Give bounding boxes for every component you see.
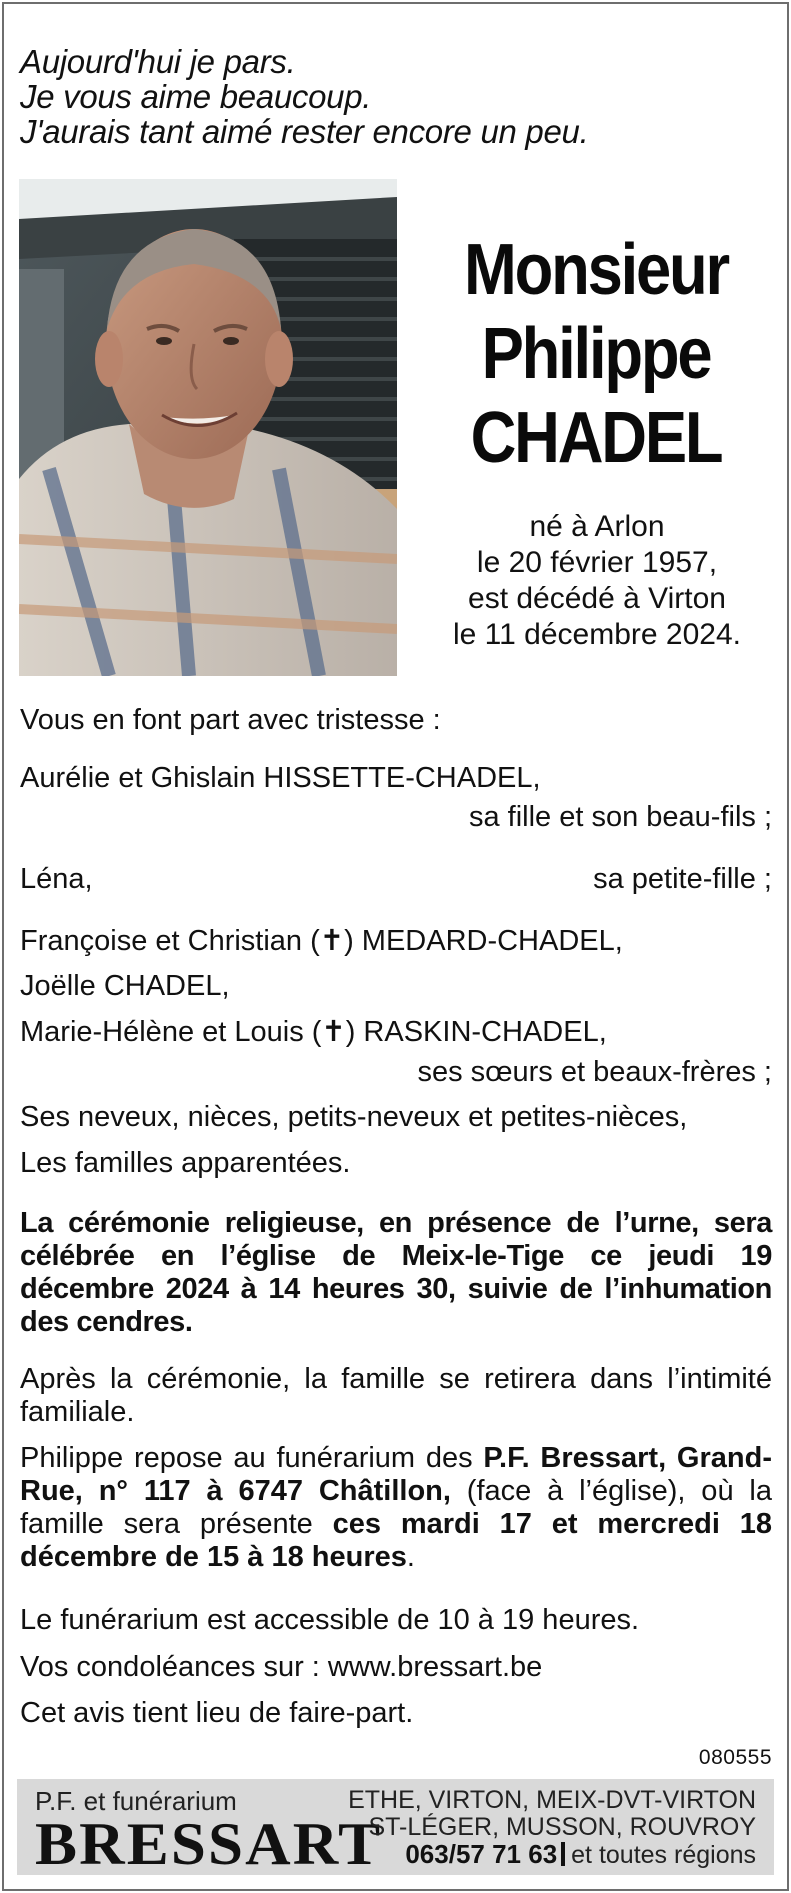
funeral-home-contact bbox=[348, 1787, 756, 1869]
opening-quote bbox=[20, 44, 720, 149]
condolences-link: Vos condoléances sur : www.bressart.be bbox=[20, 1651, 543, 1683]
family-member-name: Léna, bbox=[20, 863, 93, 895]
siblings-relation: ses sœurs et beaux-frères ; bbox=[417, 1056, 772, 1088]
sibling-name: Marie-Hélène et Louis (✝) RASKIN-CHADEL, bbox=[20, 1016, 607, 1048]
family-member-relation: sa petite-fille ; bbox=[593, 863, 772, 895]
regions-text: et toutes régions bbox=[571, 1841, 756, 1869]
deceased-title: Monsieur bbox=[463, 230, 729, 310]
quote-line: Aujourd'hui je pars. bbox=[20, 43, 296, 80]
quote-line: J'aurais tant aimé rester encore un peu. bbox=[20, 113, 589, 150]
repose-address: P.F. Bressart, Grand-Rue, n° 117 à 6747 Châtillon, bbox=[20, 1442, 772, 1507]
deceased-last-name: CHADEL bbox=[470, 398, 722, 478]
deceased-name bbox=[424, 228, 769, 480]
deceased-first-name: Philippe bbox=[481, 314, 711, 394]
funerarium-hours: Le funérarium est accessible de 10 à 19 heures. bbox=[20, 1604, 640, 1636]
separator bbox=[561, 1842, 565, 1866]
repose-text: . bbox=[406, 1541, 415, 1573]
family-member-relation: sa fille et son beau-fils ; bbox=[468, 801, 772, 833]
sibling-name: Joëlle CHADEL, bbox=[20, 970, 230, 1002]
extended-family: Les familles apparentées. bbox=[20, 1147, 351, 1179]
birth-place: né à Arlon bbox=[529, 510, 665, 543]
birth-death-info bbox=[420, 509, 774, 653]
portrait-photo bbox=[19, 179, 397, 676]
repose-text: Philippe repose au funérarium des bbox=[20, 1442, 484, 1474]
phone-number: 063/57 71 63 bbox=[405, 1839, 558, 1869]
birth-date: le 20 février 1957, bbox=[476, 546, 718, 579]
notice-text: Cet avis tient lieu de faire-part. bbox=[20, 1697, 414, 1729]
locations-line: ETHE, VIRTON, MEIX-DVT-VIRTON bbox=[348, 1786, 756, 1814]
extended-family: Ses neveux, nièces, petits-neveux et petites-nièces, bbox=[20, 1101, 688, 1133]
locations-line: ST-LÉGER, MUSSON, ROUVROY bbox=[368, 1813, 756, 1841]
reference-number: 080555 bbox=[698, 1746, 772, 1769]
quote-line: Je vous aime beaucoup. bbox=[20, 78, 372, 115]
funeral-home-logo: BRESSART bbox=[35, 1811, 383, 1877]
funeral-home-label: P.F. et funérarium bbox=[35, 1786, 237, 1816]
announcement-intro: Vous en font part avec tristesse : bbox=[20, 704, 441, 736]
repose-text: (face à l’église), où la famille sera présente bbox=[20, 1475, 772, 1540]
phone-line bbox=[348, 1841, 756, 1869]
death-date: le 11 décembre 2024. bbox=[453, 618, 741, 651]
repose-info bbox=[20, 1442, 772, 1574]
repose-hours: ces mardi 17 et mercredi 18 décembre de 15 à 18 heures bbox=[20, 1508, 772, 1573]
sibling-name: Françoise et Christian (✝) MEDARD-CHADEL, bbox=[20, 925, 623, 957]
death-place: est décédé à Virton bbox=[468, 582, 726, 615]
family-member-name: Aurélie et Ghislain HISSETTE-CHADEL, bbox=[20, 762, 541, 794]
after-ceremony: Après la cérémonie, la famille se retirera dans l’intimité familiale. bbox=[20, 1363, 772, 1428]
ceremony-details: La cérémonie religieuse, en présence de l’urne, sera célébrée en l’église de Meix-le-Tige ce jeudi 19 décembre 2024 à 14 heures 30, suivie de l’inhumation des cendres. bbox=[20, 1207, 772, 1338]
funeral-home-footer bbox=[17, 1779, 774, 1875]
funeral-home-branding bbox=[35, 1786, 383, 1877]
